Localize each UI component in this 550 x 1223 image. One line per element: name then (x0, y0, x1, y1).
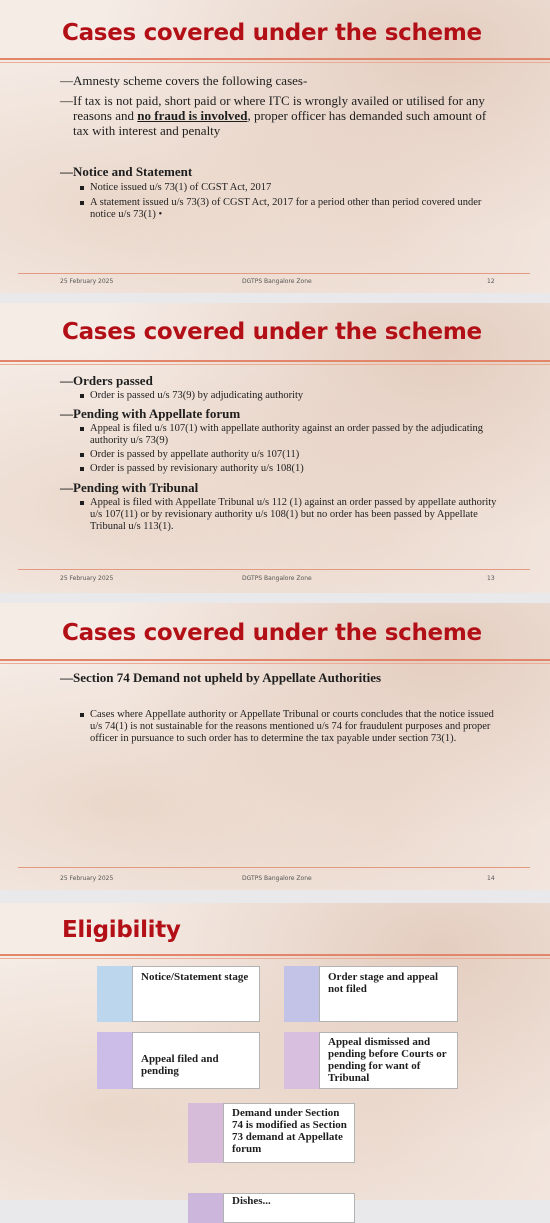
box-text: Demand under Section 74 is modified as Section 73 demand at Appellate forum (223, 1103, 355, 1163)
slide-title: Cases covered under the scheme (62, 319, 482, 345)
footer-organization: DGTPS Bangalore Zone (242, 575, 312, 582)
footer-divider (18, 867, 530, 868)
box-color-tab (284, 966, 319, 1022)
title-divider (0, 954, 550, 956)
sub-bullet-item: A statement issued u/s 73(3) of CGST Act, 2017 for a period other than period covered under notice u/s 73(1) • (60, 197, 500, 221)
footer-date: 25 February 2025 (60, 278, 114, 285)
slide-eligibility (0, 903, 550, 1207)
section-heading: — Notice and Statement (60, 164, 193, 179)
title-divider-thin (0, 364, 550, 365)
eligibility-box (284, 966, 458, 1022)
sub-bullet-item: Order is passed by appellate authority u/s 107(11) (60, 449, 500, 461)
footer-date: 25 February 2025 (60, 575, 114, 582)
slide-title: Cases covered under the scheme (62, 20, 482, 46)
title-divider (0, 659, 550, 661)
bullet-item: — If tax is not paid, short paid or where ITC is wrongly availed or utilised for any reasons and no fraud is involved, proper officer has demanded such amount of tax with interest and penalty (60, 93, 487, 138)
eligibility-box (97, 966, 260, 1022)
section-heading: — Pending with Appellate forum (60, 406, 241, 421)
box-text: Appeal filed and pending (132, 1032, 260, 1089)
eligibility-box (97, 1032, 260, 1089)
slide-12 (0, 0, 550, 293)
section-heading: — Orders passed (60, 373, 153, 388)
title-divider-thin (0, 62, 550, 63)
footer-divider (18, 569, 530, 570)
sub-bullet-item: Appeal is filed with Appellate Tribunal u/s 112 (1) against an order passed by appellate authority u/s 107(11) or by revisionary authority u/s 108(1) but no order has been passed by Appellate Tribunal u/s 113(1). (60, 497, 500, 533)
box-text: Dishes... (223, 1193, 355, 1223)
sub-bullet-item: Order is passed u/s 73(9) by adjudicating authority (60, 390, 500, 402)
page-number: 12 (487, 278, 495, 285)
slide-13 (0, 303, 550, 593)
footer-organization: DGTPS Bangalore Zone (242, 278, 312, 285)
emphasis-text: no fraud is involved (137, 108, 248, 123)
eligibility-box (284, 1032, 458, 1089)
box-color-tab (97, 966, 132, 1022)
bullet-item: — Amnesty scheme covers the following cases- (60, 73, 308, 88)
slide-14 (0, 603, 550, 890)
title-divider-thin (0, 663, 550, 664)
page-number: 13 (487, 575, 495, 582)
eligibility-box (188, 1103, 355, 1163)
sub-bullet-item: Appeal is filed u/s 107(1) with appellate authority against an order passed by the adjudicating authority u/s 73(9) (60, 423, 500, 447)
footer-organization: DGTPS Bangalore Zone (242, 875, 312, 882)
title-divider (0, 58, 550, 60)
footer-date: 25 February 2025 (60, 875, 114, 882)
box-color-tab (284, 1032, 319, 1089)
box-text: Appeal dismissed and pending before Courts or pending for want of Tribunal (319, 1032, 458, 1089)
box-text: Order stage and appeal not filed (319, 966, 458, 1022)
slide-title: Eligibility (62, 917, 181, 943)
title-divider (0, 360, 550, 362)
sub-bullet-item: Cases where Appellate authority or Appellate Tribunal or courts concludes that the notice issued u/s 74(1) is not sustainable for the reasons mentioned u/s 74 for fraudulent purposes and proper officer in pursuance to such order has to determine the tax payable under section 73(1). (60, 709, 500, 745)
box-color-tab (188, 1103, 223, 1163)
section-heading: — Section 74 Demand not upheld by Appellate Authorities (60, 670, 382, 685)
box-text: Notice/Statement stage (132, 966, 260, 1022)
slide-title: Cases covered under the scheme (62, 620, 482, 646)
sub-bullet-item: Notice issued u/s 73(1) of CGST Act, 2017 (60, 182, 500, 194)
box-color-tab (97, 1032, 132, 1089)
eligibility-box-partial (188, 1193, 355, 1223)
footer-divider (18, 273, 530, 274)
page-number: 14 (487, 875, 495, 882)
title-divider-thin (0, 958, 550, 959)
sub-bullet-item: Order is passed by revisionary authority u/s 108(1) (60, 463, 500, 475)
box-color-tab (188, 1193, 223, 1223)
section-heading: — Pending with Tribunal (60, 480, 199, 495)
